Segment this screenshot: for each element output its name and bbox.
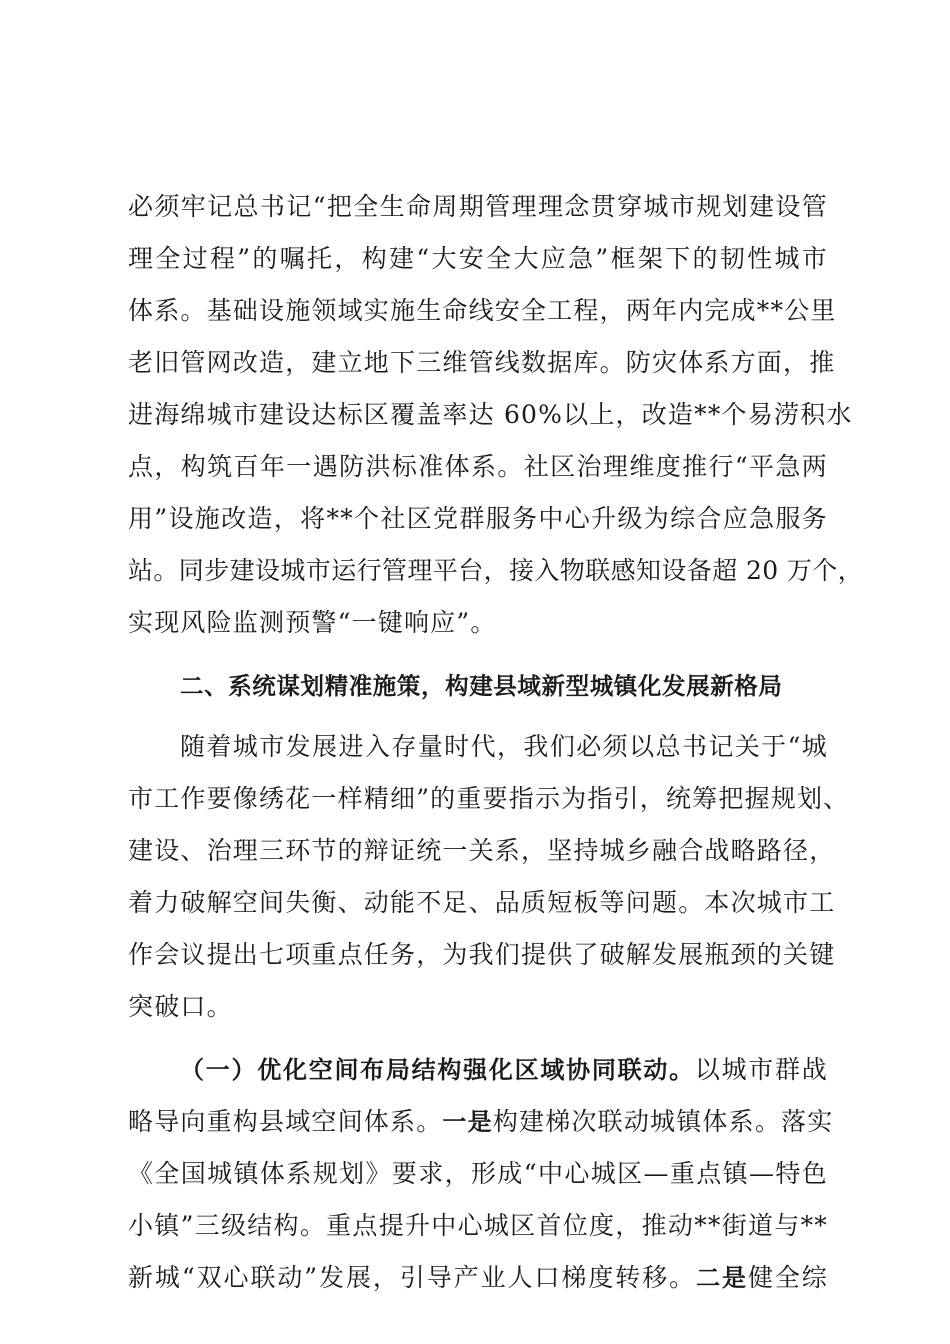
paragraph-1-line-2: 理全过程”的嘱托，构建“大安全大应急”框架下的韧性城市 bbox=[128, 244, 828, 273]
paragraph-3-line-5-text-a: 新城“双心联动”发展，引导产业人口梯度转移。 bbox=[128, 1263, 697, 1292]
paragraph-1-line-4: 老旧管网改造，建立地下三维管线数据库。防灾体系方面，推 bbox=[128, 348, 836, 377]
paragraph-3-line-2 bbox=[128, 1101, 834, 1143]
subsection-1-title: （一）优化空间布局结构强化区域协同联动。 bbox=[180, 1056, 695, 1084]
paragraph-1-line-9: 实现风险监测预警“一键响应”。 bbox=[128, 608, 497, 637]
paragraph-2-line-6: 突破口。 bbox=[128, 992, 233, 1021]
paragraph-3-line-3: 《全国城镇体系规划》要求，形成“中心城区—重点镇—特色 bbox=[128, 1159, 828, 1188]
paragraph-3-line-2-text-b: 构建梯次联动城镇体系。落实 bbox=[492, 1107, 834, 1136]
paragraph-1-line-6: 点，构筑百年一遇防洪标准体系。社区治理维度推行“平急两 bbox=[128, 452, 828, 481]
paragraph-1-line-1: 必须牢记总书记“把全生命周期管理理念贯穿城市规划建设管 bbox=[128, 192, 828, 221]
paragraph-2-line-3: 建设、治理三环节的辩证统一关系，坚持城乡融合战略路径， bbox=[128, 836, 836, 865]
point-two-label: 二是 bbox=[696, 1264, 748, 1292]
paragraph-3-line-1 bbox=[180, 1049, 828, 1091]
paragraph-1-line-8: 站。同步建设城市运行管理平台，接入物联感知设备超 20 万个， bbox=[128, 556, 864, 585]
paragraph-1-line-3: 体系。基础设施领域实施生命线安全工程，两年内完成**公里 bbox=[128, 296, 837, 325]
paragraph-2-line-5: 作会议提出七项重点任务，为我们提供了破解发展瓶颈的关键 bbox=[128, 940, 836, 969]
paragraph-3-line-2-text-a: 略导向重构县域空间体系。 bbox=[128, 1107, 443, 1136]
point-one-label: 一是 bbox=[442, 1108, 493, 1136]
paragraph-3-line-5-text-b: 健全综 bbox=[747, 1263, 829, 1292]
paragraph-3-line-1-text: 以城市群战 bbox=[694, 1055, 828, 1084]
paragraph-1-line-5: 进海绵城市建设达标区覆盖率达 60%以上，改造**个易涝积水 bbox=[128, 400, 853, 429]
paragraph-3-line-4: 小镇”三级结构。重点提升中心城区首位度，推动**街道与** bbox=[128, 1211, 828, 1240]
paragraph-2-line-4: 着力破解空间失衡、动能不足、品质短板等问题。本次城市工 bbox=[128, 888, 836, 917]
paragraph-3-line-5 bbox=[128, 1257, 828, 1299]
paragraph-1-line-7: 用”设施改造，将**个社区党群服务中心升级为综合应急服务 bbox=[128, 504, 828, 533]
paragraph-2-line-2: 市工作要像绣花一样精细”的重要指示为指引，统筹把握规划、 bbox=[128, 784, 850, 813]
section-2-heading: 二、系统谋划精准施策，构建县域新型城镇化发展新格局 bbox=[180, 672, 783, 700]
paragraph-2-line-1: 随着城市发展进入存量时代，我们必须以总书记关于“城 bbox=[180, 732, 828, 761]
